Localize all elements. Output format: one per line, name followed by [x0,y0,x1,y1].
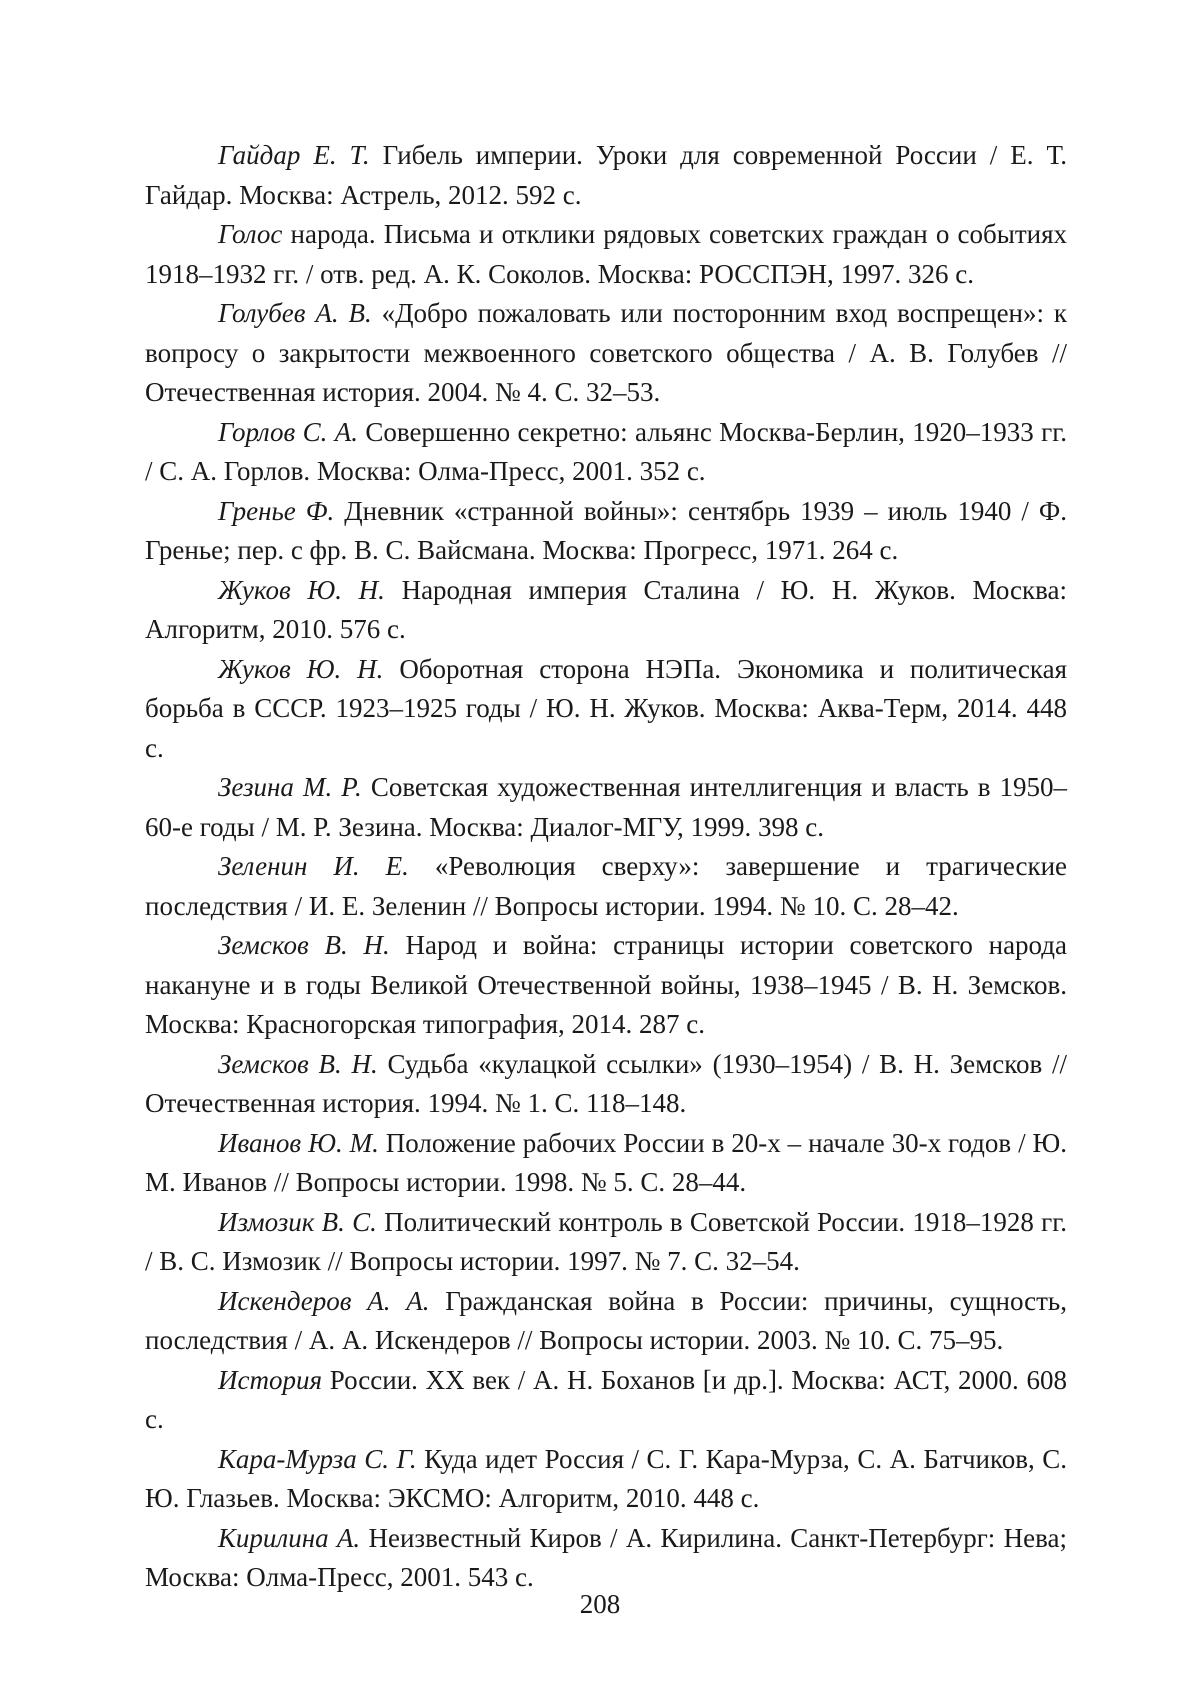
entry-text: Народ и война: страницы истории советского народа накануне и в годы Великой Отечественной войны, 1938–1945 / В. Н. Земсков. Москва: Красногорская типография, 2014. 287 с. [145,930,1067,1039]
bibliography-entry [145,847,1067,926]
bibliography-entry [145,1124,1067,1203]
entry-text: Политический контроль в Советской России. 1918–1928 гг. / В. С. Измозик // Вопросы истории. 1997. № 7. С. 32–54. [145,1207,1067,1277]
entry-author: Зеленин И. Е. [218,851,409,881]
entry-author: Земсков В. Н. [218,1049,378,1079]
entry-text: Народная империя Сталина / Ю. Н. Жуков. Москва: Алгоритм, 2010. 576 с. [145,575,1067,645]
bibliography-entry [145,571,1067,650]
book-page [0,0,1200,1698]
bibliography-entry [145,294,1067,413]
entry-author: Горлов С. А. [218,417,358,447]
entry-author: Гайдар Е. Т. [218,140,370,170]
entry-text: Куда идет Россия / С. Г. Кара-Мурза, С. А. Батчиков, С. Ю. Глазьев. Москва: ЭКСМО: Алгоритм, 2010. 448 с. [145,1444,1067,1514]
entry-author: История [218,1365,322,1395]
entry-text: Совершенно секретно: альянс Москва-Берлин, 1920–1933 гг. / С. А. Горлов. Москва: Олма-Пресс, 2001. 352 с. [145,417,1067,487]
entry-author: Жуков Ю. Н. [218,575,385,605]
entry-text: «Добро пожаловать или посторонним вход воспрещен»: к вопросу о закрытости межвоенного советского общества / А. В. Голубев // Отечественная история. 2004. № 4. С. 32–53. [145,298,1067,407]
entry-author: Голос [218,219,282,249]
entry-text: Судьба «кулацкой ссылки» (1930–1954) / В. Н. Земсков // Отечественная история. 1994. № 1. С. 118–148. [145,1049,1067,1119]
bibliography-entry [145,215,1067,294]
entry-author: Искендеров А. А. [218,1286,429,1316]
entry-author: Земсков В. Н. [218,930,390,960]
page-number: 208 [0,1586,1200,1622]
bibliography-entry [145,492,1067,571]
entry-text: народа. Письма и отклики рядовых советских граждан о событиях 1918–1932 гг. / отв. ред. А. К. Соколов. Москва: РОССПЭН, 1997. 326 с. [145,219,1067,289]
entry-author: Голубев А. В. [218,298,372,328]
bibliography-entry [145,1282,1067,1361]
bibliography-entry [145,1440,1067,1519]
bibliography-entry [145,650,1067,769]
entry-text: Советская художественная интеллигенция и власть в 1950–60-е годы / М. Р. Зезина. Москва: Диалог-МГУ, 1999. 398 с. [145,772,1067,842]
entry-text: Неизвестный Киров / А. Кирилина. Санкт-Петербург: Нева; Москва: Олма-Пресс, 2001. 543 с. [145,1523,1067,1593]
entry-text: «Революция сверху»: завершение и трагические последствия / И. Е. Зеленин // Вопросы истории. 1994. № 10. С. 28–42. [145,851,1067,921]
bibliography-entry [145,768,1067,847]
entry-text: Оборотная сторона НЭПа. Экономика и политическая борьба в СССР. 1923–1925 годы / Ю. Н. Жуков. Москва: Аква-Терм, 2014. 448 с. [145,654,1067,763]
entry-author: Кара-Мурза С. Г. [218,1444,417,1474]
bibliography-entry [145,1045,1067,1124]
entry-text: Положение рабочих России в 20-х – начале 30-х годов / Ю. М. Иванов // Вопросы истории. 1998. № 5. С. 28–44. [145,1128,1067,1198]
entry-author: Иванов Ю. М. [218,1128,379,1158]
entry-author: Зезина М. Р. [218,772,362,802]
bibliography-entry [145,926,1067,1045]
bibliography-list [145,136,1067,1598]
bibliography-entry [145,413,1067,492]
entry-text: Гибель империи. Уроки для современной России / Е. Т. Гайдар. Москва: Астрель, 2012. 592 с. [145,140,1067,210]
bibliography-entry [145,136,1067,215]
bibliography-entry [145,1361,1067,1440]
entry-author: Гренье Ф. [218,496,334,526]
entry-author: Измозик В. С. [218,1207,377,1237]
entry-text: России. XX век / А. Н. Боханов [и др.]. Москва: АСТ, 2000. 608 с. [145,1365,1067,1435]
bibliography-entry [145,1203,1067,1282]
entry-text: Гражданская война в России: причины, сущность, последствия / А. А. Искендеров // Вопросы истории. 2003. № 10. С. 75–95. [145,1286,1067,1356]
entry-text: Дневник «странной войны»: сентябрь 1939 – июль 1940 / Ф. Гренье; пер. с фр. В. С. Вайсмана. Москва: Прогресс, 1971. 264 с. [145,496,1067,566]
entry-author: Кирилина А. [218,1523,360,1553]
entry-author: Жуков Ю. Н. [218,654,383,684]
